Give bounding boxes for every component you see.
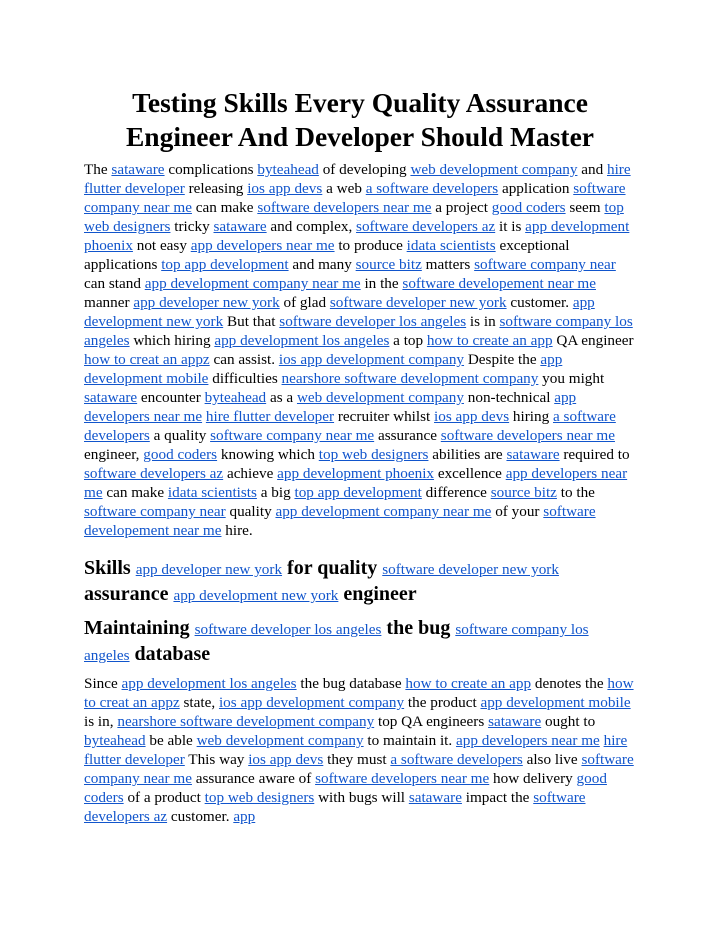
- text-run: of your: [491, 503, 544, 520]
- text-run: seem: [565, 199, 605, 216]
- text-run: and complex,: [266, 218, 357, 235]
- text-run: complications: [164, 161, 258, 178]
- hyperlink[interactable]: app development company near me: [144, 275, 361, 292]
- hyperlink[interactable]: software developer los angeles: [194, 621, 382, 638]
- text-run: of a product: [123, 789, 205, 806]
- text-run: a big: [256, 484, 295, 501]
- text-run: can make: [102, 484, 168, 501]
- text-run: of developing: [318, 161, 411, 178]
- hyperlink[interactable]: how to create an app: [405, 675, 532, 692]
- hyperlink[interactable]: software company near: [474, 256, 616, 273]
- text-run: denotes the: [531, 675, 608, 692]
- hyperlink[interactable]: app development los angeles: [121, 675, 297, 692]
- hyperlink[interactable]: software developement near me: [84, 503, 596, 539]
- hyperlink[interactable]: ios app devs: [434, 408, 510, 425]
- hyperlink[interactable]: software company los angeles: [84, 621, 589, 664]
- text-run: for quality: [282, 557, 383, 579]
- text-run: Despite the: [464, 351, 541, 368]
- text-run: can assist.: [209, 351, 279, 368]
- hyperlink[interactable]: how to create an app: [426, 332, 553, 349]
- text-run: to the: [556, 484, 595, 501]
- text-run: quality: [225, 503, 276, 520]
- text-run: assurance: [374, 427, 441, 444]
- text-run: abilities are: [428, 446, 507, 463]
- text-run: QA engineer: [552, 332, 634, 349]
- text-run: to maintain it.: [363, 732, 456, 749]
- text-run: assurance: [84, 583, 174, 605]
- text-run: a project: [431, 199, 492, 216]
- hyperlink[interactable]: ios app development company: [218, 694, 405, 711]
- text-run: is in: [466, 313, 500, 330]
- hyperlink[interactable]: a software developers: [84, 408, 616, 444]
- bug-database-paragraph: [84, 674, 636, 826]
- hyperlink[interactable]: app developers near me: [84, 389, 577, 425]
- text-run: Since: [84, 675, 122, 692]
- hyperlink[interactable]: app development mobile: [84, 351, 563, 387]
- text-run: This way: [184, 751, 249, 768]
- hyperlink[interactable]: how to creat an appz: [84, 675, 634, 711]
- hyperlink[interactable]: software developement near me: [402, 275, 596, 292]
- text-run: as a: [266, 389, 297, 406]
- text-run: But that: [223, 313, 280, 330]
- hyperlink[interactable]: web development company: [196, 732, 364, 749]
- hyperlink[interactable]: software company near me: [84, 751, 634, 787]
- intro-paragraph: [84, 160, 636, 540]
- hyperlink[interactable]: app development phoenix: [84, 218, 630, 254]
- hyperlink[interactable]: software developers near me: [440, 427, 615, 444]
- hyperlink[interactable]: sataware: [84, 389, 138, 406]
- hyperlink[interactable]: software company los angeles: [84, 313, 633, 349]
- text-run: they must: [323, 751, 391, 768]
- text-run: database: [129, 643, 211, 665]
- text-run: which hiring: [129, 332, 215, 349]
- hyperlink[interactable]: source bitz: [355, 256, 422, 273]
- hyperlink[interactable]: software developers az: [84, 465, 224, 482]
- text-run: assurance aware of: [191, 770, 316, 787]
- text-run: and: [577, 161, 607, 178]
- hyperlink[interactable]: software company near me: [210, 427, 375, 444]
- hyperlink[interactable]: top app development: [161, 256, 289, 273]
- text-run: non-technical: [463, 389, 555, 406]
- text-run: recruiter whilst: [334, 408, 435, 425]
- hyperlink[interactable]: ios app development company: [278, 351, 465, 368]
- hyperlink[interactable]: good coders: [491, 199, 566, 216]
- hyperlink[interactable]: sataware: [213, 218, 267, 235]
- text-run: customer.: [506, 294, 573, 311]
- hyperlink[interactable]: software developer new york: [329, 294, 507, 311]
- hyperlink[interactable]: good coders: [143, 446, 218, 463]
- hyperlink[interactable]: top web designers: [84, 199, 624, 235]
- text-run: Skills: [84, 557, 136, 579]
- text-run: difference: [421, 484, 491, 501]
- text-run: in the: [360, 275, 403, 292]
- text-run: achieve: [223, 465, 278, 482]
- hyperlink[interactable]: hire flutter developer: [205, 408, 335, 425]
- hyperlink[interactable]: a software developers: [365, 180, 499, 197]
- hyperlink[interactable]: web development company: [296, 389, 464, 406]
- text-run: a top: [389, 332, 427, 349]
- hyperlink[interactable]: software developer new york: [382, 561, 559, 578]
- hyperlink[interactable]: app developer new york: [133, 294, 280, 311]
- text-run: exceptional applications: [84, 237, 570, 273]
- hyperlink[interactable]: ios app devs: [247, 180, 323, 197]
- text-run: excellence: [434, 465, 506, 482]
- hyperlink[interactable]: software company near me: [84, 180, 626, 216]
- hyperlink[interactable]: software developers az: [356, 218, 496, 235]
- text-run: knowing which: [217, 446, 319, 463]
- text-run: tricky: [170, 218, 214, 235]
- hyperlink[interactable]: software developers near me: [315, 770, 490, 787]
- hyperlink[interactable]: sataware: [506, 446, 560, 463]
- text-run: you might: [538, 370, 605, 387]
- text-run: a quality: [149, 427, 211, 444]
- text-run: engineer,: [84, 446, 144, 463]
- hyperlink[interactable]: byteahead: [257, 161, 319, 178]
- hyperlink[interactable]: software developers near me: [257, 199, 432, 216]
- text-run: to produce: [334, 237, 407, 254]
- text-run: it is: [495, 218, 526, 235]
- hyperlink[interactable]: top web designers: [318, 446, 429, 463]
- hyperlink[interactable]: software developers az: [84, 789, 586, 825]
- text-run: with bugs will: [314, 789, 409, 806]
- hyperlink[interactable]: app development mobile: [480, 694, 631, 711]
- hyperlink[interactable]: top web designers: [204, 789, 315, 806]
- text-run: hiring: [509, 408, 553, 425]
- hyperlink[interactable]: app development new york: [173, 587, 339, 604]
- hyperlink[interactable]: sataware: [111, 161, 165, 178]
- hyperlink[interactable]: sataware: [408, 789, 462, 806]
- hyperlink[interactable]: source bitz: [490, 484, 557, 501]
- text-run: manner: [84, 294, 134, 311]
- hyperlink[interactable]: app developer new york: [135, 561, 283, 578]
- text-run: how delivery: [489, 770, 577, 787]
- text-run: encounter: [137, 389, 205, 406]
- text-run: required to: [559, 446, 630, 463]
- hyperlink[interactable]: hire flutter developer: [84, 732, 628, 768]
- text-run: impact the: [461, 789, 534, 806]
- hyperlink[interactable]: sataware: [488, 713, 542, 730]
- text-run: difficulties: [208, 370, 282, 387]
- hyperlink[interactable]: app: [233, 808, 256, 825]
- document-page: [84, 86, 636, 826]
- hyperlink[interactable]: idata scientists: [406, 237, 496, 254]
- text-run: not easy: [132, 237, 191, 254]
- text-run: the bug database: [296, 675, 406, 692]
- text-run: also live: [522, 751, 582, 768]
- hyperlink[interactable]: app development los angeles: [214, 332, 390, 349]
- hyperlink[interactable]: hire flutter developer: [84, 161, 631, 197]
- section-heading-bug-database: [84, 616, 636, 668]
- hyperlink[interactable]: nearshore software development company: [281, 370, 539, 387]
- text-run: can stand: [84, 275, 145, 292]
- text-run: the bug: [381, 617, 456, 639]
- hyperlink[interactable]: idata scientists: [167, 484, 257, 501]
- hyperlink[interactable]: byteahead: [204, 389, 267, 406]
- text-run: top QA engineers: [374, 713, 489, 730]
- text-run: Maintaining: [84, 617, 195, 639]
- hyperlink[interactable]: app developers near me: [190, 237, 335, 254]
- hyperlink[interactable]: good coders: [84, 770, 607, 806]
- text-run: The: [84, 161, 112, 178]
- text-run: engineer: [338, 583, 417, 605]
- text-run: matters: [421, 256, 475, 273]
- hyperlink[interactable]: ios app devs: [248, 751, 324, 768]
- text-run: is in,: [84, 713, 118, 730]
- hyperlink[interactable]: a software developers: [390, 751, 523, 768]
- hyperlink[interactable]: app development new york: [84, 294, 595, 330]
- hyperlink[interactable]: app development phoenix: [277, 465, 435, 482]
- hyperlink[interactable]: nearshore software development company: [117, 713, 375, 730]
- hyperlink[interactable]: app developers near me: [84, 465, 628, 501]
- page-title: Testing Skills Every Quality Assurance Engineer And Developer Should Master: [125, 87, 595, 152]
- text-run: and many: [288, 256, 356, 273]
- hyperlink[interactable]: how to creat an appz: [84, 351, 210, 368]
- text-run: hire.: [221, 522, 253, 539]
- section-heading-skills: [84, 556, 636, 608]
- text-run: can make: [191, 199, 258, 216]
- hyperlink[interactable]: web development company: [410, 161, 578, 178]
- text-run: releasing: [184, 180, 248, 197]
- text-run: ought to: [541, 713, 596, 730]
- text-run: customer.: [167, 808, 234, 825]
- text-run: state,: [179, 694, 219, 711]
- hyperlink[interactable]: software developer los angeles: [279, 313, 467, 330]
- hyperlink[interactable]: top app development: [294, 484, 422, 501]
- text-run: a web: [322, 180, 366, 197]
- text-run: application: [498, 180, 574, 197]
- hyperlink[interactable]: app development company near me: [275, 503, 492, 520]
- hyperlink[interactable]: byteahead: [84, 732, 146, 749]
- hyperlink[interactable]: software company near: [84, 503, 226, 520]
- text-run: the product: [404, 694, 481, 711]
- hyperlink[interactable]: app developers near me: [456, 732, 600, 749]
- text-run: of glad: [279, 294, 330, 311]
- text-run: be able: [145, 732, 197, 749]
